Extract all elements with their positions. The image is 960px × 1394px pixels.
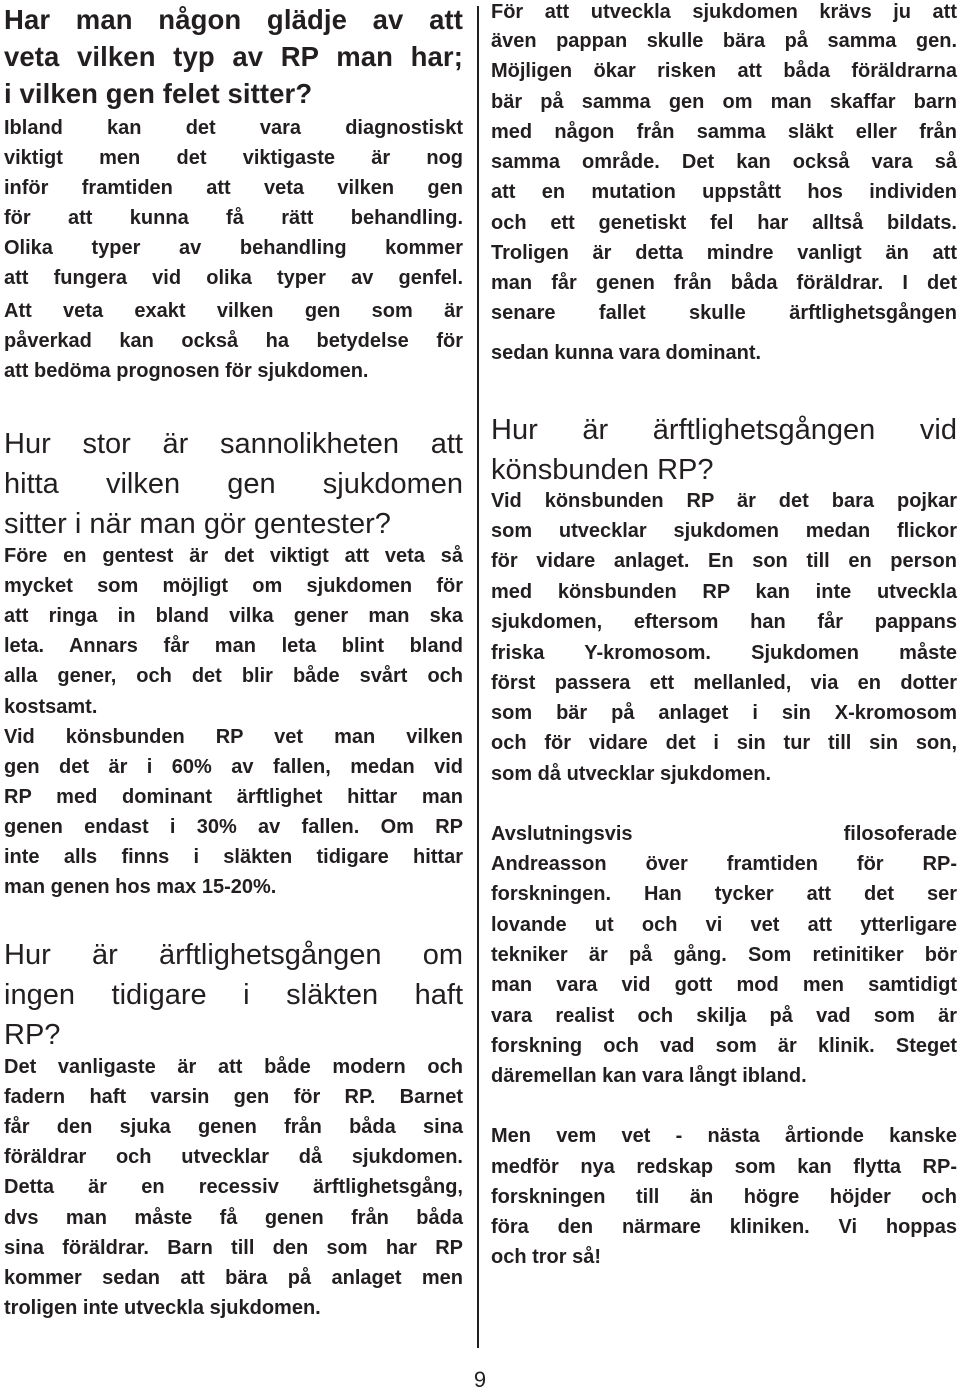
text-line: bär på samma gen om man skaffar barn — [491, 91, 957, 113]
text-line: påverkad kan också ha betydelse för — [4, 330, 463, 352]
text-line: för att kunna få rätt behandling. — [4, 207, 463, 229]
text-line: Detta är en recessiv ärftlighetsgång, — [4, 1176, 463, 1198]
text-line: Troligen är detta mindre vanligt än att — [491, 242, 957, 264]
text-line: föräldrar och utvecklar då sjukdomen. — [4, 1146, 463, 1168]
text-line: först passera ett mellanled, via en dotter — [491, 672, 957, 694]
text-line: Före en gentest är det viktigt att veta så — [4, 545, 463, 567]
text-line: att en mutation uppstått hos individen — [491, 181, 957, 203]
text-line: Möjligen ökar risken att båda föräldrarna — [491, 60, 957, 82]
text-line: kommer sedan att bära på anlaget men — [4, 1267, 463, 1289]
text-line: dvs man måste få genen från båda — [4, 1207, 463, 1229]
text-line: Vid könsbunden RP är det bara pojkar — [491, 490, 957, 512]
text-line: fadern haft varsin gen för RP. Barnet — [4, 1086, 463, 1108]
text-line: som då utvecklar sjukdomen. — [491, 763, 772, 785]
text-line: gen det är i 60% av fallen, medan vid — [4, 756, 463, 778]
text-line: inte alls finns i släkten tidigare hittar — [4, 846, 463, 868]
text-line: Avslutningsvis filosoferade — [491, 823, 957, 845]
text-line: Det vanligaste är att både modern och — [4, 1056, 463, 1078]
text-line: mycket som möjligt om sjukdomen för — [4, 575, 463, 597]
text-line: Att veta exakt vilken gen som är — [4, 300, 463, 322]
text-line: inför framtiden att veta vilken gen — [4, 177, 463, 199]
text-line: sjukdomen, eftersom han får pappans — [491, 611, 957, 633]
text-line: och tror så! — [491, 1246, 602, 1268]
text-line: man får genen från båda föräldrar. I det — [491, 272, 957, 294]
text-line: senare fallet skulle ärftlighetsgången — [491, 302, 957, 324]
heading-line: Har man någon glädje av att — [4, 4, 463, 35]
text-line: Men vem vet - nästa årtionde kanske — [491, 1125, 957, 1147]
text-line: för vidare anlaget. En son till en person — [491, 550, 957, 572]
text-line: troligen inte utveckla sjukdomen. — [4, 1297, 321, 1319]
text-line: att fungera vid olika typer av genfel. — [4, 267, 463, 289]
heading-line: RP? — [4, 1019, 61, 1051]
text-line: även pappan skulle bära på samma gen. — [491, 30, 957, 52]
heading-line: ingen tidigare i släkten haft — [4, 979, 463, 1011]
heading-line: Hur stor är sannolikheten att — [4, 428, 463, 460]
text-line: Ibland kan det vara diagnostiskt — [4, 117, 463, 139]
text-line: friska Y-kromosom. Sjukdomen måste — [491, 642, 957, 664]
text-line: Andreasson över framtiden för RP- — [491, 853, 957, 875]
text-line: tekniker är på gång. Som retinitiker bör — [491, 944, 957, 966]
text-line: får den sjuka genen från båda sina — [4, 1116, 463, 1138]
text-line: vara realist och skilja på vad som är — [491, 1005, 957, 1027]
page-number: 9 — [473, 1367, 487, 1392]
text-line: med könsbunden RP kan inte utveckla — [491, 581, 957, 603]
heading-line: Hur är ärftlighetsgången om — [4, 939, 463, 971]
text-line: sina föräldrar. Barn till den som har RP — [4, 1237, 463, 1259]
text-line: man vara vid gott mod men samtidigt — [491, 974, 957, 996]
text-line: däremellan kan vara långt ibland. — [491, 1065, 807, 1087]
text-line: För att utveckla sjukdomen krävs ju att — [491, 1, 957, 23]
text-line: medför nya redskap som kan flytta RP- — [491, 1156, 957, 1178]
text-line: föra den närmare kliniken. Vi hoppas — [491, 1216, 957, 1238]
text-line: samma område. Det kan också vara så — [491, 151, 957, 173]
text-line: med någon från samma släkt eller från — [491, 121, 957, 143]
column-divider — [477, 6, 479, 1348]
text-line: viktigt men det viktigaste är nog — [4, 147, 463, 169]
text-line: leta. Annars får man leta blint bland — [4, 635, 463, 657]
text-line: lovande ut och vi vet att ytterligare — [491, 914, 957, 936]
text-line: forskningen. Han tycker att det ser — [491, 883, 957, 905]
text-line: som bär på anlaget i sin X-kromosom — [491, 702, 957, 724]
heading-line: i vilken gen felet sitter? — [4, 78, 313, 109]
text-line: Vid könsbunden RP vet man vilken — [4, 726, 463, 748]
text-line: sedan kunna vara dominant. — [491, 342, 762, 364]
text-line: att bedöma prognosen för sjukdomen. — [4, 360, 369, 382]
text-line: och för vidare det i sin tur till sin son, — [491, 732, 957, 754]
text-line: RP med dominant ärftlighet hittar man — [4, 786, 463, 808]
heading-line: veta vilken typ av RP man har; — [4, 41, 463, 72]
text-line: Olika typer av behandling kommer — [4, 237, 463, 259]
text-line: som utvecklar sjukdomen medan flickor — [491, 520, 957, 542]
text-line: alla gener, och det blir både svårt och — [4, 665, 463, 687]
text-line: att ringa in bland vilka gener man ska — [4, 605, 463, 627]
text-line: och ett genetiskt fel har alltså bildats. — [491, 212, 957, 234]
text-line: genen endast i 30% av fallen. Om RP — [4, 816, 463, 838]
heading-line: hitta vilken gen sjukdomen — [4, 468, 463, 500]
text-line: man genen hos max 15-20%. — [4, 876, 277, 898]
text-line: forskning och vad som är klinik. Steget — [491, 1035, 957, 1057]
text-line: forskningen till än högre höjder och — [491, 1186, 957, 1208]
heading-line: Hur är ärftlighetsgången vid — [491, 414, 957, 446]
text-line: kostsamt. — [4, 696, 98, 718]
heading-line: könsbunden RP? — [491, 454, 714, 486]
heading-line: sitter i när man gör gentester? — [4, 508, 391, 540]
